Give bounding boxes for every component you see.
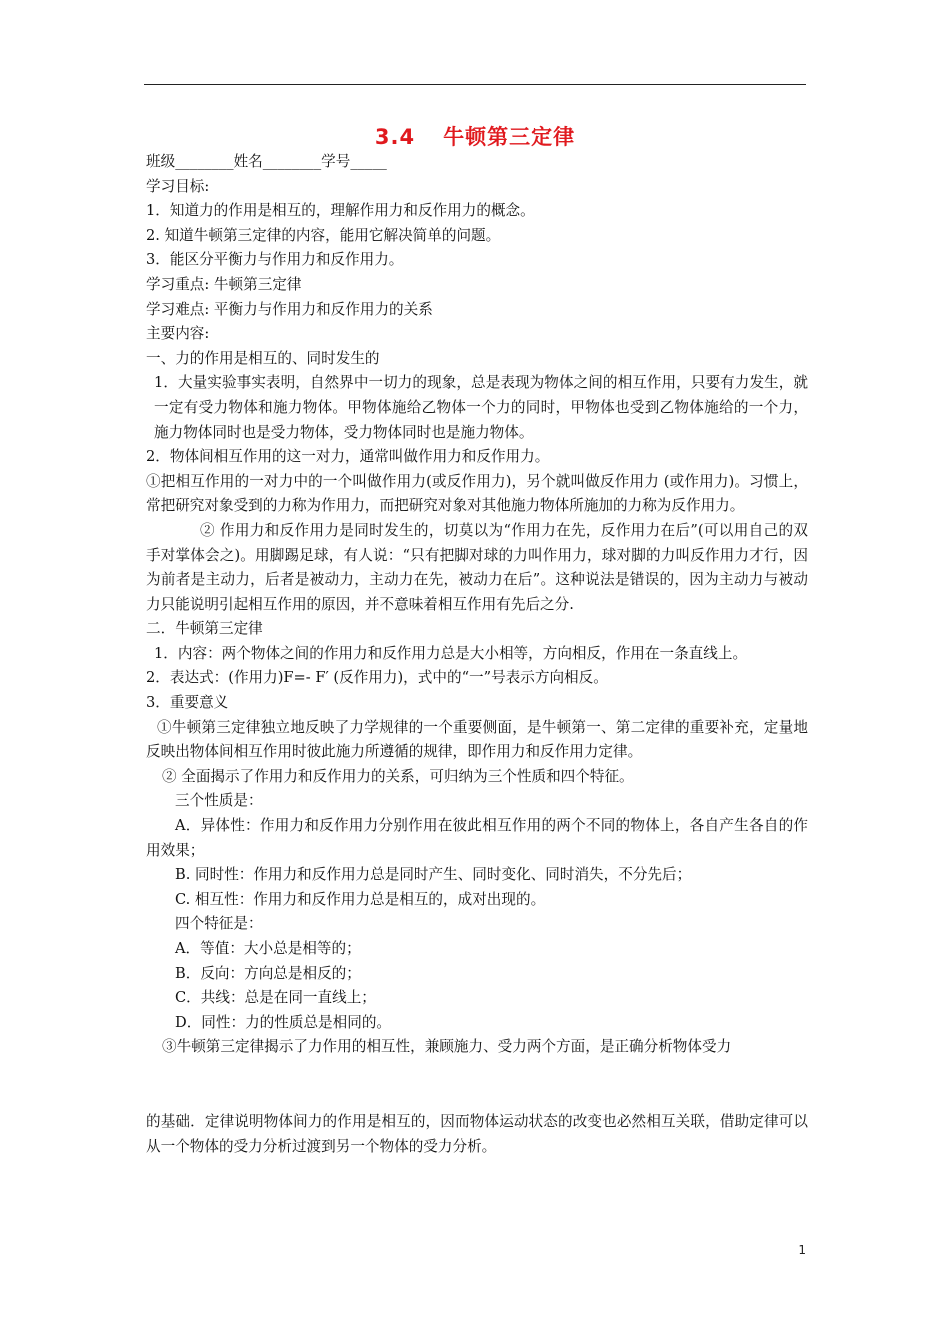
key-point: 学习重点: 牛顿第三定律: [146, 275, 302, 293]
significance-item-1: ①牛顿第三定律独立地反映了力学规律的一个重要侧面，是牛顿第一、第二定律的重要补充，定量地反映出物体间相互作用时彼此施力所遵循的规律，即作用力和反作用力定律。: [146, 718, 808, 761]
section1-heading: 一、力的作用是相互的、同时发生的: [146, 349, 380, 367]
property-b: B. 同时性：作用力和反作用力总是同时产生、同时变化、同时消失，不分先后；: [175, 866, 692, 884]
property-a: A．异体性：作用力和反作用力分别作用在彼此相互作用的两个不同的物体上，各自产生各自的作用效果；: [146, 817, 808, 859]
header-rule: [144, 84, 806, 85]
title-text: 牛顿第三定律: [443, 125, 576, 149]
feature-d: D．同性：力的性质总是相同的。: [175, 1013, 392, 1031]
objectives-heading: 学习目标:: [146, 177, 210, 195]
objective-item: 2. 知道牛顿第三定律的内容，能用它解决简单的问题。: [146, 226, 501, 244]
page-title: [144, 121, 806, 151]
difficulty: 学习难点: 平衡力与作用力和反作用力的关系: [146, 300, 433, 318]
document-body: [146, 150, 808, 1159]
main-heading: 主要内容:: [146, 325, 210, 343]
objective-item: 3．能区分平衡力与作用力和反作用力。: [146, 251, 404, 269]
section2-heading: 二．牛顿第三定律: [146, 620, 263, 638]
feature-c: C．共线：总是在同一直线上；: [175, 989, 376, 1007]
section1-paragraph-4: ② 作用力和反作用力是同时发生的，切莫以为“作用力在先，反作用力在后”(可以用自己的双手对掌体会之)。用脚踢足球，有人说：“只有把脚对球的力叫作用力，球对脚的力叫反作用力才行，因为前者是主动力，后者是被动力，主动力在先，被动力在后”。这种说法是错误的，因为主动力与被动力只能说明引起相互作用的原因，并不意味着相互作用有先后之分.: [146, 521, 808, 613]
significance-item-3-continued: 的基础．定律说明物体间力的作用是相互的，因而物体运动状态的改变也必然相互关联，借助定律可以从一个物体的受力分析过渡到另一个物体的受力分析。: [146, 1112, 808, 1155]
feature-a: A．等值：大小总是相等的；: [175, 940, 361, 957]
objective-item: 1．知道力的作用是相互的，理解作用力和反作用力的概念。: [146, 202, 535, 220]
section2-significance-heading: 3．重要意义: [146, 694, 229, 712]
page-number: 1: [798, 1243, 806, 1257]
four-features-heading: 四个特征是：: [175, 915, 263, 933]
significance-item-3: ③牛顿第三定律揭示了力作用的相互性，兼顾施力、受力两个方面，是正确分析物体受力: [162, 1038, 732, 1056]
section1-paragraph-3: ①把相互作用的一对力中的一个叫做作用力(或反作用力)，另个就叫做反作用力 (或作用力)。习惯上，常把研究对象受到的力称为作用力，而把研究对象对其他施力物体所施加的力称为反作用力。: [146, 472, 808, 515]
three-properties-heading: 三个性质是：: [175, 792, 263, 810]
section2-formula: 2．表达式：(作用力)F=- F′ (反作用力)，式中的“一”号表示方向相反。: [146, 669, 608, 687]
significance-item-2: ② 全面揭示了作用力和反作用力的关系，可归纳为三个性质和四个特征。: [162, 767, 634, 785]
section1-paragraph-2: 2．物体间相互作用的这一对力，通常叫做作用力和反作用力。: [146, 448, 550, 466]
page-gap: [146, 1060, 808, 1110]
student-info-line: 班级________姓名________学号_____: [146, 153, 387, 170]
section2-content: 1．内容：两个物体之间的作用力和反作用力总是大小相等，方向相反，作用在一条直线上。: [154, 644, 748, 662]
title-number: 3.4: [374, 125, 416, 149]
property-c: C. 相互性：作用力和反作用力总是相互的，成对出现的。: [175, 890, 546, 908]
feature-b: B．反向：方向总是相反的；: [175, 964, 361, 982]
section1-paragraph-1: 1．大量实验事实表明，自然界中一切力的现象，总是表现为物体之间的相互作用，只要有力发生，就一定有受力物体和施力物体。甲物体施给乙物体一个力的同时，甲物体也受到乙物体施给的一个力，施力物体同时也是受力物体，受力物体同时也是施力物体。: [154, 374, 808, 441]
